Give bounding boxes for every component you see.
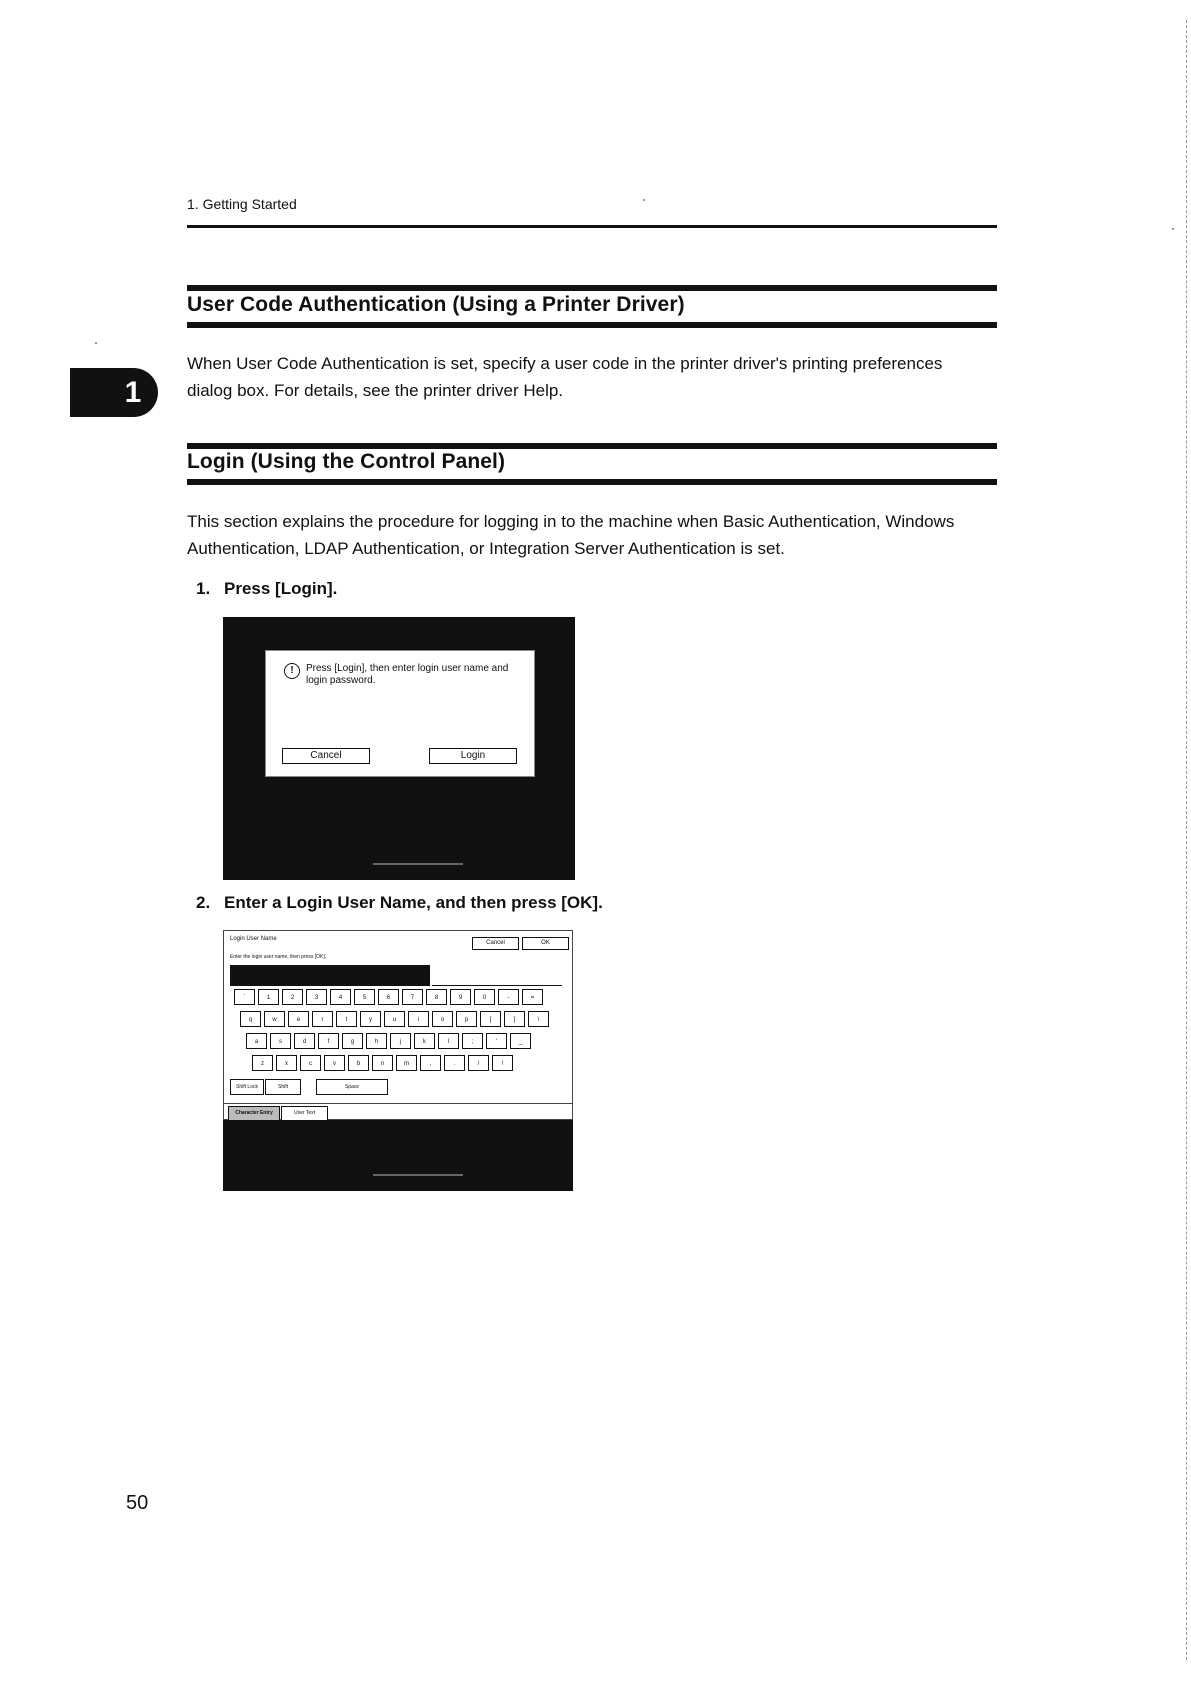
keyboard-key[interactable]: 4 <box>330 989 351 1005</box>
ok-button[interactable]: OK <box>522 937 569 950</box>
running-head: 1. Getting Started <box>187 196 297 212</box>
keyboard-key[interactable]: 1 <box>258 989 279 1005</box>
login-screen-illustration <box>223 617 575 880</box>
keyboard-key[interactable]: _ <box>510 1033 531 1049</box>
keyboard-key[interactable]: 8 <box>426 989 447 1005</box>
cancel-button[interactable]: Cancel <box>472 937 519 950</box>
keyboard-key[interactable]: a <box>246 1033 267 1049</box>
chapter-number: 1 <box>124 376 142 409</box>
dialog-message-line: Press [Login], then enter login user name and <box>306 663 509 674</box>
key-row <box>246 1033 531 1049</box>
page-number: 50 <box>126 1492 149 1514</box>
keyboard-key[interactable]: f <box>318 1033 339 1049</box>
keyboard-key[interactable]: k <box>414 1033 435 1049</box>
cancel-button[interactable]: Cancel <box>282 748 370 764</box>
tab-character-entry[interactable]: Character Entry <box>228 1106 280 1121</box>
keyboard-key[interactable]: ; <box>462 1033 483 1049</box>
keyboard-key[interactable]: h <box>366 1033 387 1049</box>
section-rule-top <box>187 285 997 291</box>
space-key[interactable]: Space <box>316 1079 388 1095</box>
input-slots <box>432 971 562 986</box>
keyboard-key[interactable]: 6 <box>378 989 399 1005</box>
keyboard-key[interactable]: 3 <box>306 989 327 1005</box>
page-edge-line <box>1186 20 1188 1660</box>
status-strip <box>373 863 463 865</box>
section-paragraph <box>187 508 987 562</box>
step-number: 1. <box>196 579 211 598</box>
keyboard-key[interactable]: w <box>264 1011 285 1027</box>
keyboard-key[interactable]: 2 <box>282 989 303 1005</box>
keyboard-key[interactable]: o <box>432 1011 453 1027</box>
step <box>196 893 603 913</box>
keyboard-key[interactable]: v <box>324 1055 345 1071</box>
key-row <box>240 1011 549 1027</box>
paragraph-line: When User Code Authentication is set, specify a user code in the printer driver's printing preferences <box>187 354 943 373</box>
keyboard-key[interactable]: t <box>336 1011 357 1027</box>
step <box>196 579 337 599</box>
keyboard-key[interactable]: . <box>444 1055 465 1071</box>
screen-title: Login User Name <box>230 936 277 942</box>
keyboard-key[interactable]: r <box>312 1011 333 1027</box>
keyboard-key[interactable]: l <box>438 1033 459 1049</box>
section-rule-bottom <box>187 322 997 328</box>
keyboard-key[interactable]: j <box>390 1033 411 1049</box>
chapter-tab <box>70 368 158 417</box>
step-text: Press [Login]. <box>224 579 338 598</box>
keyboard-key[interactable]: ] <box>504 1011 525 1027</box>
keyboard-key[interactable]: q <box>240 1011 261 1027</box>
keyboard-key[interactable]: y <box>360 1011 381 1027</box>
keyboard-key[interactable]: g <box>342 1033 363 1049</box>
keyboard-key[interactable]: 5 <box>354 989 375 1005</box>
keyboard-key[interactable]: 9 <box>450 989 471 1005</box>
tab-user-text[interactable]: User Text <box>281 1106 328 1121</box>
keyboard-key[interactable]: [ <box>480 1011 501 1027</box>
scan-speck <box>1172 228 1174 230</box>
section-title: Login (Using the Control Panel) <box>187 450 506 473</box>
shift-lock-key[interactable]: Shift Lock <box>230 1079 264 1095</box>
keyboard-key[interactable]: = <box>522 989 543 1005</box>
paragraph-line: Authentication, LDAP Authentication, or Integration Server Authentication is set. <box>187 539 785 558</box>
keyboard-key[interactable]: \ <box>528 1011 549 1027</box>
keyboard-key[interactable]: / <box>468 1055 489 1071</box>
keyboard-screen-illustration <box>223 930 573 1191</box>
keyboard-key[interactable]: 7 <box>402 989 423 1005</box>
keyboard-key[interactable]: i <box>408 1011 429 1027</box>
keyboard-key[interactable]: c <box>300 1055 321 1071</box>
keyboard-key[interactable]: x <box>276 1055 297 1071</box>
keyboard-key[interactable]: z <box>252 1055 273 1071</box>
scan-speck <box>95 342 97 344</box>
step-text: Enter a Login User Name, and then press [OK]. <box>224 893 603 912</box>
paragraph-line: This section explains the procedure for logging in to the machine when Basic Authentication, Windows <box>187 512 955 531</box>
keyboard-key[interactable]: , <box>420 1055 441 1071</box>
header-rule <box>187 225 997 228</box>
shift-key[interactable]: Shift <box>265 1079 301 1095</box>
status-strip <box>373 1174 463 1176</box>
keyboard-key[interactable]: - <box>498 989 519 1005</box>
keyboard-key[interactable]: s <box>270 1033 291 1049</box>
scan-speck <box>643 199 645 201</box>
key-row <box>252 1055 513 1071</box>
section-rule-top <box>187 443 997 449</box>
keyboard-key[interactable]: d <box>294 1033 315 1049</box>
keyboard-key[interactable]: u <box>384 1011 405 1027</box>
user-name-input[interactable] <box>230 965 430 986</box>
dialog-message <box>306 663 526 687</box>
keyboard-panel <box>223 930 573 1120</box>
dialog-message-line: login password. <box>306 675 376 686</box>
screen-instruction: Enter the login user name, then press [OK]. <box>230 954 327 960</box>
section-rule-bottom <box>187 479 997 485</box>
login-dialog <box>265 650 535 777</box>
login-button[interactable]: Login <box>429 748 517 764</box>
keyboard-key[interactable]: ' <box>486 1033 507 1049</box>
keyboard-key[interactable]: n <box>372 1055 393 1071</box>
key-row <box>234 989 543 1005</box>
keyboard-key[interactable]: ! <box>492 1055 513 1071</box>
keyboard-key[interactable]: m <box>396 1055 417 1071</box>
keyboard-key[interactable]: p <box>456 1011 477 1027</box>
section-title: User Code Authentication (Using a Printer Driver) <box>187 293 685 316</box>
keyboard-key[interactable]: ` <box>234 989 255 1005</box>
paragraph-line: dialog box. For details, see the printer driver Help. <box>187 381 564 400</box>
keyboard-key[interactable]: b <box>348 1055 369 1071</box>
info-icon: ! <box>284 663 300 679</box>
keyboard-key[interactable]: e <box>288 1011 309 1027</box>
entry-tabs <box>224 1103 572 1122</box>
step-number: 2. <box>196 893 211 912</box>
keyboard-key[interactable]: 0 <box>474 989 495 1005</box>
section-paragraph <box>187 350 987 404</box>
